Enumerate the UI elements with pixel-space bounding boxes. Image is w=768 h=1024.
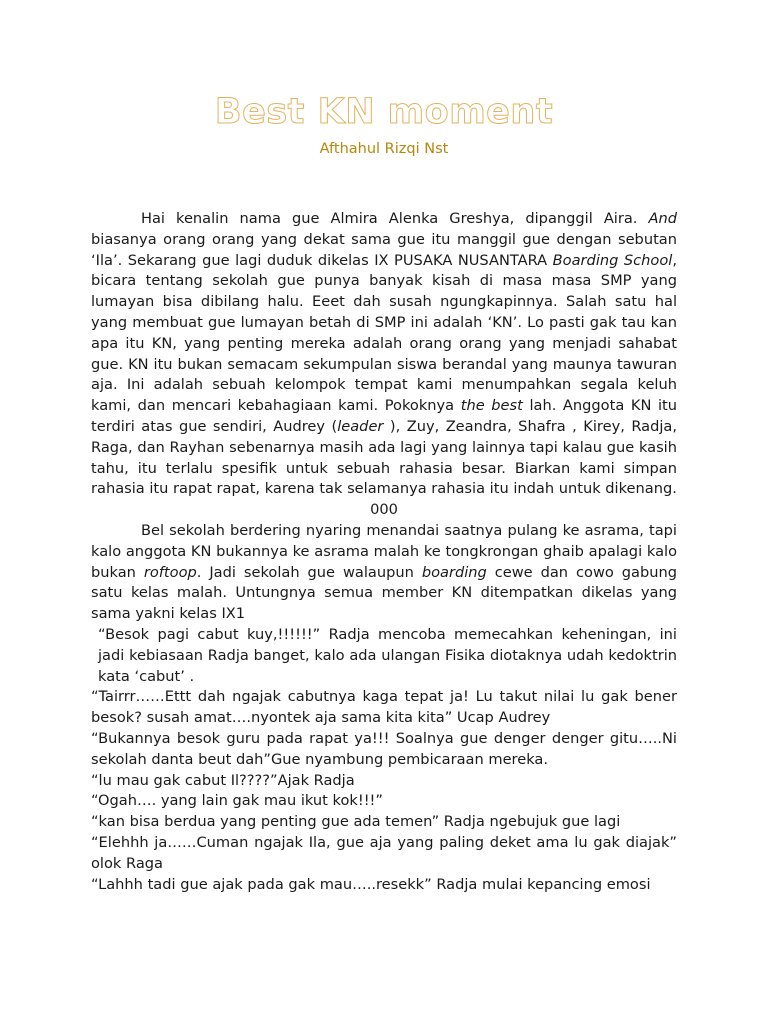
dialogue-line: “Lahhh tadi gue ajak pada gak mau…..resekk” Radja mulai kepancing emosi xyxy=(91,875,651,893)
paragraph-school: Bel sekolah berdering nyaring menandai saatnya pulang ke asrama, tapi kalo anggota KN bukannya ke asrama malah ke tongkrongan ghaib apalagi kalo bukan roftoop. Jadi sekolah gue walaupun boarding cewe dan cowo gabung satu kelas malah. Untungnya semua member KN ditempatkan dikelas yang sama yakni kelas IX1 xyxy=(91,521,678,623)
dialogue-line: “Ogah…. yang lain gak mau ikut kok!!!” xyxy=(91,792,383,810)
paragraph-intro: Hai kenalin nama gue Almira Alenka Greshya, dipanggil Aira. And biasanya orang orang yang dekat sama gue itu manggil gue dengan sebutan ‘Ila’. Sekarang gue lagi duduk dikelas IX PUSAKA NUSANTARA Boarding School, bicara tentang sekolah gue punya banyak kisah di masa masa SMP yang lumayan bisa dibilang halu. Eeet dah susah ngungkapinnya. Salah satu hal yang membuat gue lumayan betah di SMP ini adalah ‘KN’. Lo pasti gak tau kan apa itu KN, yang penting mereka adalah orang orang yang menjadi sahabat gue. KN itu bukan semacam sekumpulan siswa berandal yang maunya tawuran aja. Ini adalah sebuah kelompok tempat kami menumpahkan segala keluh kami, dan mencari kebahagiaan kami. Pokoknya the best lah. Anggota KN itu terdiri atas gue sendiri, Audrey (leader ), Zuy, Zeandra, Shafra , Kirey, Radja, Raga, dan Rayhan sebenarnya masih ada lagi yang lainnya tapi kalau gue kasih tahu, itu terlalu spesifik untuk sebuah rahasia besar. Biarkan kami simpan rahasia itu rapat rapat, karena tak selamanya rahasia itu indah untuk dikenang. xyxy=(91,210,677,498)
doc-body xyxy=(91,209,677,895)
section-separator: 000 xyxy=(370,501,398,519)
doc-title: Best KN moment xyxy=(214,92,554,132)
dialogue-line: “Bukannya besok guru pada rapat ya!!! Soalnya gue denger denger gitu…..Ni sekolah danta beut dah”Gue nyambung pembicaraan mereka. xyxy=(91,729,677,768)
dialogue-line: “kan bisa berdua yang penting gue ada temen” Radja ngebujuk gue lagi xyxy=(91,813,621,831)
doc-author: Afthahul Rizqi Nst xyxy=(319,141,449,157)
dialogue-line: “Elehhh ja……Cuman ngajak Ila, gue aja yang paling deket ama lu gak diajak” olok Raga xyxy=(91,833,677,872)
dialogue-line: “lu mau gak cabut Il????”Ajak Radja xyxy=(91,771,355,789)
dialogue-line: “Tairrr……Ettt dah ngajak cabutnya kaga tepat ja! Lu takut nilai lu gak bener besok? susah amat….nyontek aja sama kita kita” Ucap Audrey xyxy=(91,688,677,727)
dialogue-line: “Besok pagi cabut kuy,!!!!!!” Radja mencoba memecahkan keheningan, ini jadi kebiasaan Radja banget, kalo ada ulangan Fisika diotaknya udah kedoktrin kata ‘cabut’ . xyxy=(98,625,677,685)
